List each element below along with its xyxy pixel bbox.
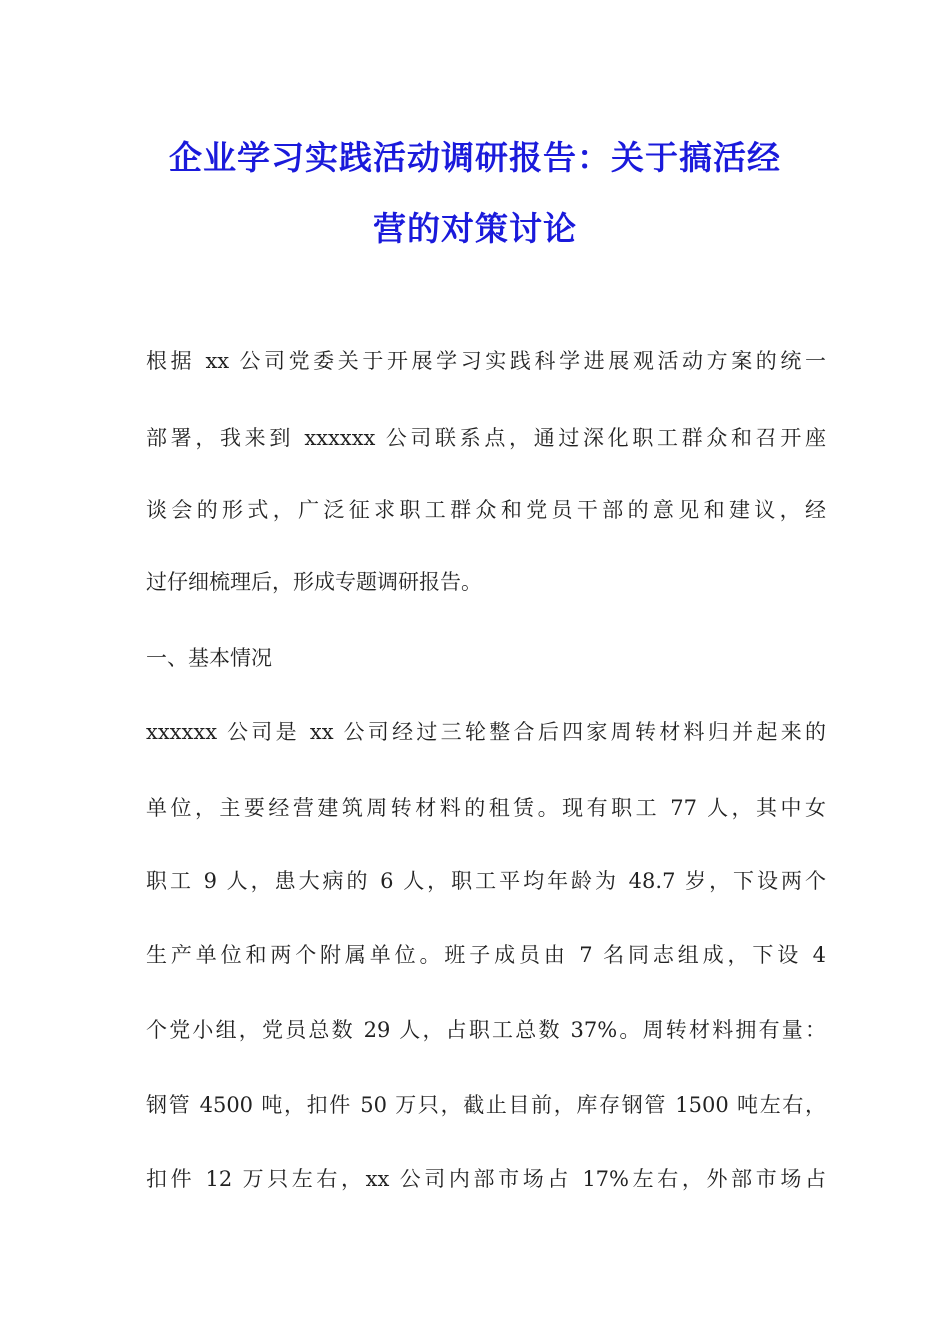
document-title-line-2: 营的对策讨论 [373,209,577,248]
body-line: 生产单位和两个附属单位。班子成员由 7 名同志组成，下设 4 [146,943,826,967]
body-line: 职工 9 人，患大病的 6 人，职工平均年龄为 48.7 岁，下设两个 [146,869,826,893]
body-line: 钢管 4500 吨，扣件 50 万只，截止目前，库存钢管 1500 吨左右， [146,1093,826,1117]
section-heading: 一、基本情况 [146,646,272,670]
body-line: xxxxxx 公司是 xx 公司经过三轮整合后四家周转材料归并起来的 [146,720,826,744]
body-line: 谈会的形式，广泛征求职工群众和党员干部的意见和建议，经 [146,498,826,522]
body-line: 扣件 12 万只左右，xx 公司内部市场占 17%左右，外部市场占 [146,1167,826,1191]
body-line: 单位，主要经营建筑周转材料的租赁。现有职工 77 人，其中女 [146,796,826,820]
document-title-line-1: 企业学习实践活动调研报告：关于搞活经 [169,138,781,177]
body-line: 个党小组，党员总数 29 人，占职工总数 37%。周转材料拥有量： [146,1018,826,1042]
body-line: 部署，我来到 xxxxxx 公司联系点，通过深化职工群众和召开座 [146,426,826,450]
body-line: 根据 xx 公司党委关于开展学习实践科学进展观活动方案的统一 [146,349,826,373]
body-line: 过仔细梳理后，形成专题调研报告。 [146,570,482,594]
